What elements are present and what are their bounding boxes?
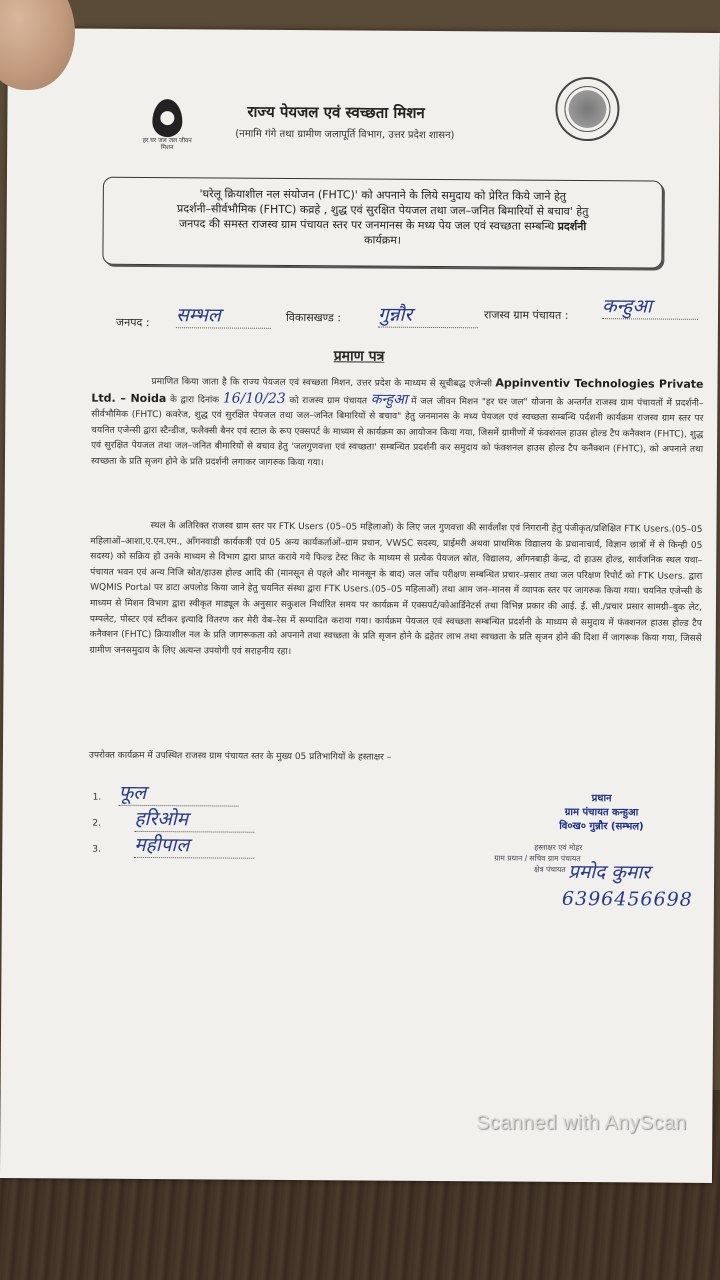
event-date: 16/10/23 <box>222 390 286 407</box>
panchayat-value: कन्हुआ <box>602 292 698 320</box>
block-value: गुन्नौर <box>378 301 478 329</box>
agency-name: Appinventiv Technologies Private Ltd. – Noida <box>91 376 704 405</box>
emblem-seal-icon <box>564 86 610 132</box>
program-line-1: 'घरेलू क्रियाशील नल संयोजन (FHTC)' को अपनाने के लिये समुदाय को प्रेरित किये जाने हेतु <box>199 187 567 203</box>
certificate-paragraph-1 <box>91 373 704 475</box>
district-label: जनपद : <box>115 315 150 329</box>
p1-date-label: के द्वारा दिनांक <box>169 394 220 406</box>
participant-number: 1. <box>92 792 102 803</box>
pradhan-phone: 6396456698 <box>561 887 693 911</box>
program-line-3-text: जनपद की समस्त राजस्व ग्राम पंचायत स्तर पर जनमानस के मध्य पेय जल एवं स्वच्छता सम्बन्धि <box>178 217 558 233</box>
stamp-caption-3: क्षेत्र पंचायत <box>534 864 566 874</box>
p1-body: में जल जीवन मिशन "हर घर जल" योजना के अन्तर्गत राजस्व ग्राम पंचायतों में प्रदर्शनी–सीर्वभौमिक (FHTC) कवरेज, शुद्ध एवं सुरक्षित पेयजल तथा जल–जनित बिमारियों से बचाव" हेतु जनमानस के मध्य पेयजल एवं स्वच्छता सम्बन्धि पर्दशनी कार्यक्रम राजस्व ग्राम स्तर पर चयनित एजेन्सी द्वारा स्टैन्डीज, फलैक्सी बैनर एवं स्टाल के रूप एक्सपर्ट के माध्यम से कार्यक्रम का आयोजन किया गया, जिसमें ग्रामीणों में फंक्शनल हाउस होल्ड टैप कनैक्शन (FHTC), शुद्ध एवं सुरक्षित पेयजल तथा जल–जनित बीमारियों से बचाव हेतु 'जलगुणवत्ता एवं स्वच्छता' सम्बन्धित प्रदर्शनी कर समुदाय को फंक्शनल हाउस होल्ड टैप कनैक्शन (FHTC), को अपनाने तथा स्वच्छता के प्रति सृजग होने के प्रति प्रदर्शनी लगाकर जागरुक किया गया। <box>90 396 704 469</box>
p1-village-label: को राजस्व ग्राम पंचायत <box>289 395 368 407</box>
stamp-line-2: वि०ख० गुन्नौर (सम्भल) <box>559 820 644 833</box>
village-name: कन्हुआ <box>370 391 408 408</box>
participant-signature: महीपाल <box>134 831 254 859</box>
district-value: सम्भल <box>176 301 271 329</box>
stamp-role: प्रधान <box>591 793 612 805</box>
program-line-2: प्रदर्शनी–सीर्वभौमिक (FHTC) कव्रहे , शुद्ध एवं सुरक्षित पेयजल तथा जल–जनित बिमारियों से बचाव' हेतु <box>176 202 589 219</box>
certificate-paragraph-2 <box>90 519 703 664</box>
jal-jeevan-mission-logo <box>142 99 193 177</box>
participant-number: 3. <box>92 844 101 855</box>
certificate-heading: प्रमाण पत्र <box>333 348 385 365</box>
program-line-4: कार्यक्रम। <box>364 233 402 247</box>
p2-text: स्थल के अतिरिक्त राजस्व ग्राम स्तर पर FTK Users (05–05 महिलाओं) के लिए जल गुणवत्ता की सार्वलाँश एवं निगरानी हेतु पंजीकृत/प्रशिक्षित FTK Users.(05–05 महिलाओं–आशा,ए.एन.एम., आँगनवाडी कार्यकत्री एवं 05 अन्य कार्यकर्ताओं–ग्राम प्रधान, VWSC सदस्य, प्राईमरी अथवा प्राथमिक विद्यालय के प्रधानाचार्य, विज्ञान छात्रों में से किन्ही 05 सदस्य) को सक्रिय हो उनके माध्यम से विभाग द्वारा प्राप्त कराये गये फिल्ड टेस्ट किट के माध्यम से प्रत्येक पेयजल स्रोत, विद्यालय, आँगनबाड़ी केन्द्र, दो हाउस होल्ड, सार्वजनिक स्थल यथा–पंचायत भवन एवं अन्य निजि स्रोत/हाउस होल्ड आदि की (मानसून से पहले और मानसून के बाद) जल जाँच परीक्षण सम्बन्धित प्रचार–प्रसार तथा जल परिक्षण रिपोर्ट को FTK Users. द्वारा WQMIS Portal पर डाटा अपलोड किया जाने हेतु चयनित संस्था द्वारा FTK Users.(05–05 महिलाओं) तथा आम जन–मानस में व्यापक स्तर पर जागरुक किया गया। चयनित एजेन्सी के माध्यम से मिशन विभाग द्वारा स्वीकृत माड्यूल के अनुसार सकुशल निर्धारित समय पर कार्यक्रम में एक्सपर्ट/कोआर्डिनेटर्स तथा विभिन्न प्रकार की आई. ई. सी./प्रचार प्रसार सामग्री–बुक लेट, पम्पलेट, पोस्टर एवं स्टीकर इत्यादि वितरण कर मेरी वेब–रेस में सम्पादित कराया गया। कार्यक्रम पेयजल एवं स्वच्छता सम्बन्धित प्रदर्शनी के माध्यम से समुदाय में फंक्शनल हाउस होल्ड टैप कनैक्शन (FHTC) क्रियाशील नल के प्रति जागरूकता को अपनाने तथा स्वच्छता के प्रति सृजन होने के द्रहेतर लाभ तथा स्वच्छता के प्रति सृजन होने की दिशा में जागरूक किया गया, जिससे ग्रामीण जनसमुदाय के लिए अत्यन्त उपयोगी एवं सराहनीय रहा। <box>89 521 703 657</box>
logo-caption: हर घर जल जल जीवन मिशन <box>142 136 192 152</box>
document-sheet <box>0 28 720 1183</box>
program-line-3-bold: प्रदर्शनी <box>557 219 587 234</box>
pradhan-signature: प्रमोद कुमार <box>568 860 651 884</box>
stamp-line-1: ग्राम पंचायत कन्हुआ <box>564 806 639 819</box>
block-label: विकासखण्ड : <box>285 310 342 325</box>
participant-signature: फूल <box>119 779 239 807</box>
panchayat-label: राजस्व ग्राम पंचायत : <box>483 308 569 322</box>
stamp-caption-2: ग्राम प्रधान / सचिव ग्राम पंचायत <box>494 853 581 864</box>
participant-signature: हरिओम <box>134 805 254 833</box>
up-government-emblem <box>555 77 619 141</box>
mission-subtitle: (नमामि गंगे तथा ग्रामीण जलापूर्ति विभाग, उत्तर प्रदेश शासन) <box>235 128 455 142</box>
participants-intro: उपरोक्त कार्यक्रम में उपस्थित राजस्व ग्राम पंचायत स्तर के मुख्य 05 प्रतिभागियों के हस्ताक्षर – <box>88 750 392 763</box>
stamp-caption-1: हस्ताक्षर एवं मोहर <box>534 842 583 853</box>
pradhan-stamp <box>526 792 676 835</box>
program-description-box <box>102 177 663 269</box>
participant-signatures <box>92 781 333 865</box>
scanner-watermark: Scanned with AnyScan <box>476 1112 687 1134</box>
location-fields <box>115 295 706 335</box>
participant-number: 2. <box>92 818 102 829</box>
mission-title: राज्य पेयजल एवं स्वच्छता मिशन <box>247 102 425 122</box>
water-drop-icon <box>152 99 182 137</box>
p1-intro: प्रमाणित किया जाता है कि राज्य पेयजल एवं स्वच्छता मिशन, उत्तर प्रदेश के माध्यम से सूचीबद्ध एजेन्सी <box>151 377 493 390</box>
participant-row <box>92 833 332 865</box>
